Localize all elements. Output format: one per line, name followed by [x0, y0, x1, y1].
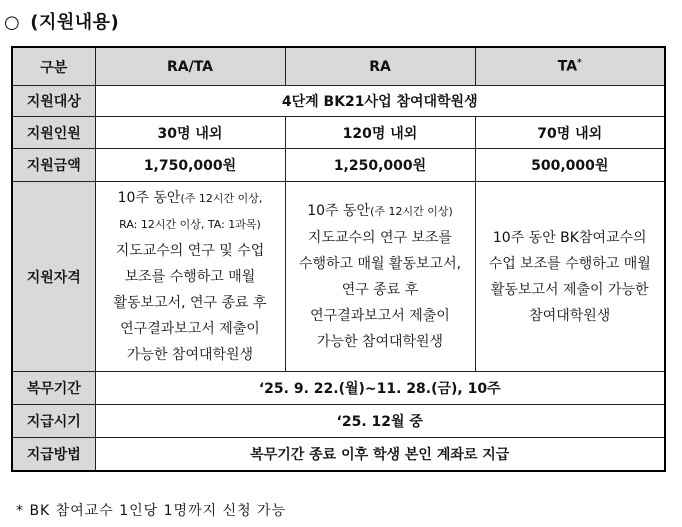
row-label-period: 복무기간: [12, 372, 95, 405]
qual-ra-ta-l5: 활동보고서, 연구 종료 후: [113, 295, 267, 311]
qualification-ra: [285, 182, 475, 372]
qual-ra-l2: 지도교수의 연구 보조를: [307, 230, 453, 246]
amount-ra-ta: 1,750,000원: [95, 149, 285, 182]
qual-ta-l1: 10주 동안 BK참여교수의: [492, 229, 647, 246]
qualification-ta: [475, 182, 665, 372]
row-label-target: 지원대상: [12, 86, 95, 117]
qual-ra-l1a: 10주 동안: [307, 203, 371, 219]
qual-ra-l3: 수행하고 매월 활동보고서,: [298, 256, 462, 272]
qual-ta-l3: 활동보고서 제출이 가능한: [490, 281, 649, 298]
header-ta: [475, 47, 665, 86]
period-value: ‘25. 9. 22.(월)~11. 28.(금), 10주: [95, 372, 665, 405]
table-header-row: [12, 47, 665, 86]
row-label-method: 지급방법: [12, 438, 95, 472]
section-title-text: (지원내용): [30, 12, 120, 33]
qual-ra-l6: 가능한 참여대학원생: [316, 334, 444, 350]
row-label-qualification: 지원자격: [12, 182, 95, 372]
qual-ra-ta-l2: RA: 12시간 이상, TA: 1과목): [119, 218, 261, 231]
qual-ta-l4: 참여대학원생: [529, 307, 611, 324]
qual-ra-l4: 연구 종료 후: [341, 282, 419, 298]
qualification-ra-ta: [95, 182, 285, 372]
method-value: 복무기간 종료 이후 학생 본인 계좌로 지급: [95, 438, 665, 472]
amount-ta: 500,000원: [475, 149, 665, 182]
row-period: [12, 372, 665, 405]
row-qualification: [12, 182, 665, 372]
timing-value: ‘25. 12월 중: [95, 405, 665, 438]
row-amount: [12, 149, 665, 182]
qual-ra-ta-l1a: 10주 동안: [117, 190, 181, 206]
footnote: * BK 참여교수 1인당 1명까지 신청 가능: [16, 503, 287, 519]
qual-ra-ta-l3: 지도교수의 연구 및 수업: [115, 243, 265, 259]
qual-ra-ta-l6: 연구결과보고서 제출이: [120, 321, 260, 337]
qual-ra-line: [286, 198, 475, 225]
qual-ra-ta-l4: 보조를 수행하고 매월: [124, 269, 256, 285]
support-table: [11, 46, 666, 472]
qual-ra-ta-l1b: (주 12시간 이상,: [180, 192, 263, 205]
qual-ra-ta-line: [96, 185, 285, 212]
row-method: [12, 438, 665, 472]
row-target: [12, 86, 665, 117]
target-value: 4단계 BK21사업 참여대학원생: [95, 86, 665, 117]
amount-ra: 1,250,000원: [285, 149, 475, 182]
header-ra: RA: [285, 47, 475, 86]
count-ra-ta: 30명 내외: [95, 117, 285, 149]
header-ra-ta: RA/TA: [95, 47, 285, 86]
qual-ra-l5: 연구결과보고서 제출이: [310, 308, 450, 324]
count-ra: 120명 내외: [285, 117, 475, 149]
row-timing: [12, 405, 665, 438]
count-ta: 70명 내외: [475, 117, 665, 149]
row-label-count: 지원인원: [12, 117, 95, 149]
qual-ra-l1b: (주 12시간 이상): [370, 205, 453, 218]
header-ta-mark: *: [577, 58, 582, 69]
qual-ra-ta-l7: 가능한 참여대학원생: [126, 347, 254, 363]
section-title: [4, 8, 119, 34]
row-count: [12, 117, 665, 149]
row-label-amount: 지원금액: [12, 149, 95, 182]
bullet-circle: ○: [4, 12, 21, 33]
header-category: 구분: [12, 47, 95, 86]
header-ta-label: TA: [557, 58, 578, 75]
row-label-timing: 지급시기: [12, 405, 95, 438]
qual-ta-l2: 수업 보조를 수행하고 매월: [488, 255, 651, 272]
